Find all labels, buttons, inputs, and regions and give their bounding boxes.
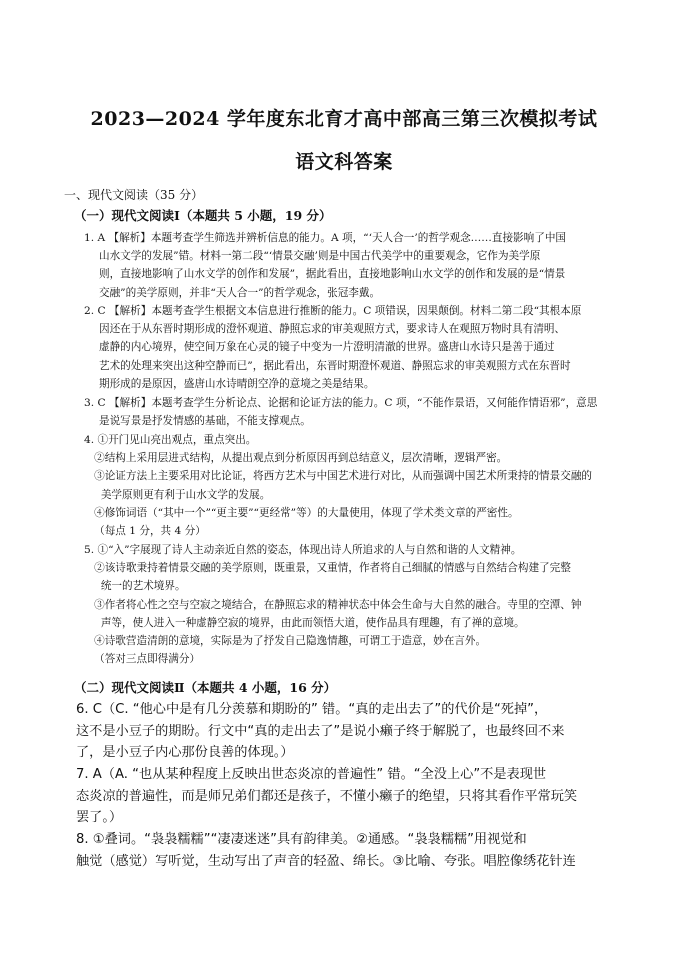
answer-5 [84,541,644,668]
answer-line: 统一的艺术境界。 [84,580,186,593]
answer-line: 虚静的内心境界，使空间万象在心灵的镜子中变为一片澄明清澈的世界。盛唐山水诗只是善于通过 [99,341,555,354]
answer-line: 声等，使人进入一种虚静空寂的境界，由此而领悟大道，使作品具有理趣，有了禅的意境。 [84,616,525,629]
answer-line: 态炎凉的普遍性，而是师兄弟们都还是孩子，不懂小癞子的绝望，只将其看作平常玩笑 [76,788,578,804]
document-subtitle: 语文科答案 [295,151,393,173]
answer-line: 山水文学的发展”错。材料一第二段“‘情景交融’则是中国古代美学中的重要观念，它作为美学原 [99,250,541,263]
answer-line: 期形成的是原因，盛唐山水诗晴朗空净的意境之美是结果。 [99,377,375,390]
answer-line: 3. C 【解析】本题考查学生分析论点、论据和论证方法的能力。C 项，“不能作景语，又何能作情语邪”，意思 [84,397,598,409]
answer-line: 8. ①叠词。“袅袅糯糯”“凄凄迷迷”具有韵律美。②通感。“袅袅糯糯”用视觉和 [76,832,527,847]
answer-line: 交融”的美学原则，并非“天人合一”的哲学观念，张冠李戴。 [99,286,381,299]
answer-line: 美学原则更有利于山水文学的发展。 [84,488,271,501]
answer-line: 4. ①开门见山亮出观点，重点突出。 [84,434,257,446]
answer-line: 这不是小豆子的期盼。行文中“真的走出去了”是说小癞子终于解脱了，也最终回不来 [76,723,565,739]
section-1-heading: 一、现代文阅读（35 分） [64,188,204,202]
answer-line: ④修饰词语（“其中一个”“更主要”“更经常”等）的大量使用，体现了学术类文章的严密性。 [84,506,519,519]
answer-line: 5. ①“入”字展现了诗人主动亲近自然的姿态，体现出诗人所追求的人与自然和谐的人文精神。 [84,544,522,556]
subsection-1-heading: （一）现代文阅读Ⅰ（本题共 5 小题，19 分） [74,208,332,223]
answer-line: （答对三点即得满分） [84,653,201,666]
answer-line: 了，是小豆子内心那份良善的体现。） [76,745,294,761]
answer-line: 因还在于从东晋时期形成的澄怀观道、静照忘求的审美观照方式，要求诗人在观照万物时具有清明、 [99,323,566,336]
answer-line: ④诗歌营造清朗的意境，实际是为了抒发自己隐逸情趣，可谓工于造意，妙在言外。 [84,634,487,647]
answer-line: ③作者将心性之空与空寂之境结合，在静照忘求的精神状态中体会生命与大自然的融合。寺里的空潭、钟 [84,598,582,611]
answer-line: 6. C（C. “他心中是有几分羡慕和期盼的” 错。“真的走出去了”的代价是“死掉”， [76,702,548,717]
answer-3 [84,394,644,430]
answer-4 [84,431,644,540]
answer-2 [84,302,644,393]
document-title: 2023—2024 学年度东北育才高中部高三第三次模拟考试 [90,108,598,130]
answer-1 [84,229,644,302]
subsection-2-heading: （二）现代文阅读Ⅱ（本题共 4 小题，16 分） [74,680,337,695]
answer-line: 艺术的处理来突出这种空静而已”，据此看出，东晋时期澄怀观道、静照忘求的审美观照方式在东晋时 [99,359,571,372]
answer-line: 2. C 【解析】本题考查学生根据文本信息进行推断的能力。C 项错误，因果颠倒。材料二第二段“其根本原 [84,305,582,317]
answer-line: 是说写景是抒发情感的基础，不能支撑观点。 [99,415,311,428]
answer-line: 则，直接地影响了山水文学的创作和发展”，据此看出，直接地影响山水文学的创作和发展的是“情景 [99,268,566,281]
answer-line: ③论证方法上主要采用对比论证，将西方艺术与中国艺术进行对比，从而强调中国艺术所秉持的情景交融的 [84,470,593,483]
answer-line: 触觉（感觉）写听觉，生动写出了声音的轻盈、绵长。③比喻、夸张。唱腔像绣花针连 [76,853,576,869]
answer-line: 1. A 【解析】本题考查学生筛选并辨析信息的能力。A 项，“‘天人合一’的哲学观念……直接影响了中国 [84,232,567,244]
answer-line: 罢了。） [76,810,123,826]
answer-8 [76,829,646,872]
answer-line: ②结构上采用层进式结构，从提出观点到分析原因再到总结意义，层次清晰，逻辑严密。 [84,452,508,465]
answer-line: ②该诗歌秉持着情景交融的美学原则，既重景，又重情，作者将自己细腻的情感与自然结合构建了完整 [84,562,571,575]
answer-6 [76,699,646,764]
answer-line: （每点 1 分，共 4 分） [84,524,206,537]
answer-7 [76,764,646,829]
answer-line: 7. A（A. “也从某种程度上反映出世态炎凉的普遍性” 错。“全没上心”不是表现世 [76,767,547,782]
